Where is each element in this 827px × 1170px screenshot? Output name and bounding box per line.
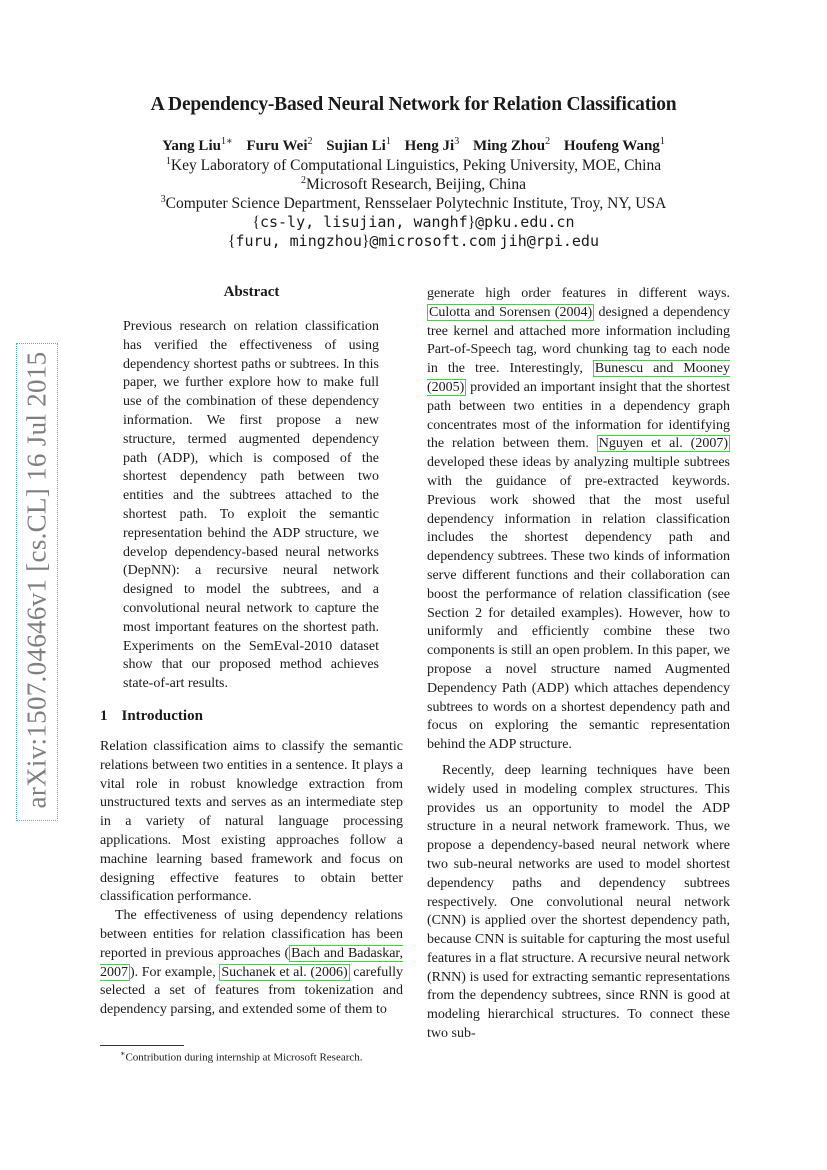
footnote-rule [100,1045,184,1046]
affiliation-mark: 1 [165,156,171,167]
right-paragraph-2: Recently, deep learning techniques have been widely used in modeling complex structures. This provides us an opportunity to model the ADP structure in a neural network framework. Thus, we propose a dependency-based neural network where two sub-neural networks are used to model shortest dependency paths and dependency subtrees respectively. One convolutional neural network (CNN) is applied over the shortest dependency path, because CNN is suitable for capturing the most useful features in a flat structure. A recursive neural network (RNN) is used for extracting semantic representations from the dependency subtrees, since RNN is good at modeling hierarchical structures. To connect these two sub- [427,762,730,1042]
citation-link[interactable]: Nguyen et al. (2007) [598,436,728,452]
paper-title: A Dependency-Based Neural Network for Relation Classification [150,94,677,115]
author-name: Sujian Li [326,138,386,154]
intro-paragraph-1: Relation classification aims to classify the semantic relations between two entities in a sentence. It plays a vital role in robust knowledge extraction from unstructured texts and serves as an intermediate step in a variety of natural language processing applications. Most existing approaches follow a machine learning based framework and focus on designing effective features to obtain better classification performance. [100,739,403,905]
brace-close: } [467,214,476,231]
affiliation-mark: 3 [160,194,166,205]
text-run: The effectiveness of using dependency relations between entities for relation classification has been reported in previous approaches ( [100,908,403,961]
author [162,138,233,154]
email-domain: @microsoft.com [369,232,496,250]
affiliation-text: Microsoft Research, Beijing, China [306,176,526,194]
author-name: Houfeng Wang [563,138,660,154]
right-paragraph-1 [427,285,730,755]
brace-open: { [228,233,236,250]
email-line-1 [0,213,827,232]
author-list [0,136,827,155]
author [326,138,391,154]
affiliation-3 [0,194,827,213]
brace-open: { [252,214,260,231]
author [564,138,665,154]
affiliation-2 [0,175,827,194]
email-extra: jih@rpi.edu [499,232,599,250]
affiliation-1 [0,156,827,175]
email-users: furu, mingzhou [235,232,362,250]
author-name: Furu Wei [246,138,308,154]
email-line-2 [0,232,827,251]
author [473,138,550,154]
author-mark: 1 [659,136,665,147]
citation-link[interactable]: Bunescu and Mooney (2005) [427,361,731,395]
footnote-mark: ∗ [120,1049,126,1058]
text-run: generate high order features in different ways. [427,286,730,301]
abstract-heading: Abstract [223,284,280,300]
affiliation-text: Key Laboratory of Computational Linguistics, Peking University, MOE, China [170,157,662,175]
brace-close: } [361,233,370,250]
footnote [100,1047,403,1065]
section-heading [100,708,403,725]
email-domain: @pku.edu.cn [475,213,575,231]
footnote-text: Contribution during internship at Microsoft Research. [125,1051,363,1064]
author-mark: 1∗ [220,136,233,147]
citation-link[interactable]: Bach and Badaskar, 2007 [100,945,404,980]
intro-paragraph-2 [100,907,403,1020]
citation-link[interactable]: Culotta and Sorensen (2004) [429,304,593,320]
author-mark: 1 [385,136,391,147]
author-mark: 2 [545,136,551,147]
author-mark: 3 [454,136,460,147]
arxiv-stamp: arXiv:1507.04646v1 [cs.CL] 16 Jul 2015 [21,351,52,809]
right-column [427,285,730,1044]
abstract-text: Previous research on relation classification has verified the effectiveness of using dependency shortest paths or subtrees. In this paper, we further explore how to make full use of the combination of these dependency information. We first propose a new structure, termed augmented dependency path (ADP), which is composed of the shortest dependency path between two entities and the subtrees attached to the shortest path. To exploit the semantic representation behind the ADP structure, we develop dependency-based neural networks (DepNN): a recursive neural network designed to model the subtrees, and a convolutional neural network to capture the most important features on the shortest path. Experiments on the SemEval-2010 dataset show that our proposed method achieves state-of-art results. [123,319,379,692]
author-name: Yang Liu [162,138,221,154]
section-title: Introduction [121,708,203,724]
author-name: Ming Zhou [472,138,546,154]
text-run: developed these ideas by analyzing multiple subtrees with the guidance of pre-extracted keywords. Previous work showed that the most useful dependency information in relation classification includes the shortest dependency path and dependency subtrees. These two kinds of information serve different functions and their collaboration can boost the performance of relation classification (see Section 2 for detailed examples). However, how to uniformly and efficiently combine these two components is still an open problem. In this paper, we propose a novel structure named Augmented Dependency Path (ADP) which attaches dependency subtrees to words on a shortest dependency path and focus on exploring the semantic representation behind the ADP structure. [427,455,730,753]
author-mark: 2 [307,136,313,147]
author [405,138,460,154]
author-name: Heng Ji [404,138,455,154]
email-users: cs-ly, lisujian, wanghf [259,213,468,231]
affiliation-mark: 2 [301,175,307,186]
text-run: designed a dependency tree kernel and attached more information including Part-of-Speech tag, word chunking tag to each node in the tree. Interestingly, [427,304,730,377]
text-run: provided an important insight that the shortest path between two entities in a dependency graph concentrates most of the information for identifying the relation between them. [427,379,731,452]
author [247,138,313,154]
intro-column [100,738,403,1020]
text-run: ). For example, [130,964,216,980]
citation-link[interactable]: Suchanek et al. (2006) [221,964,348,980]
text-run: carefully selected a set of features from tokenization and dependency parsing, and extended some of them to [100,964,403,1018]
section-number: 1 [100,708,108,724]
affiliation-text: Computer Science Department, Rensselaer Polytechnic Institute, Troy, NY, USA [165,195,667,213]
